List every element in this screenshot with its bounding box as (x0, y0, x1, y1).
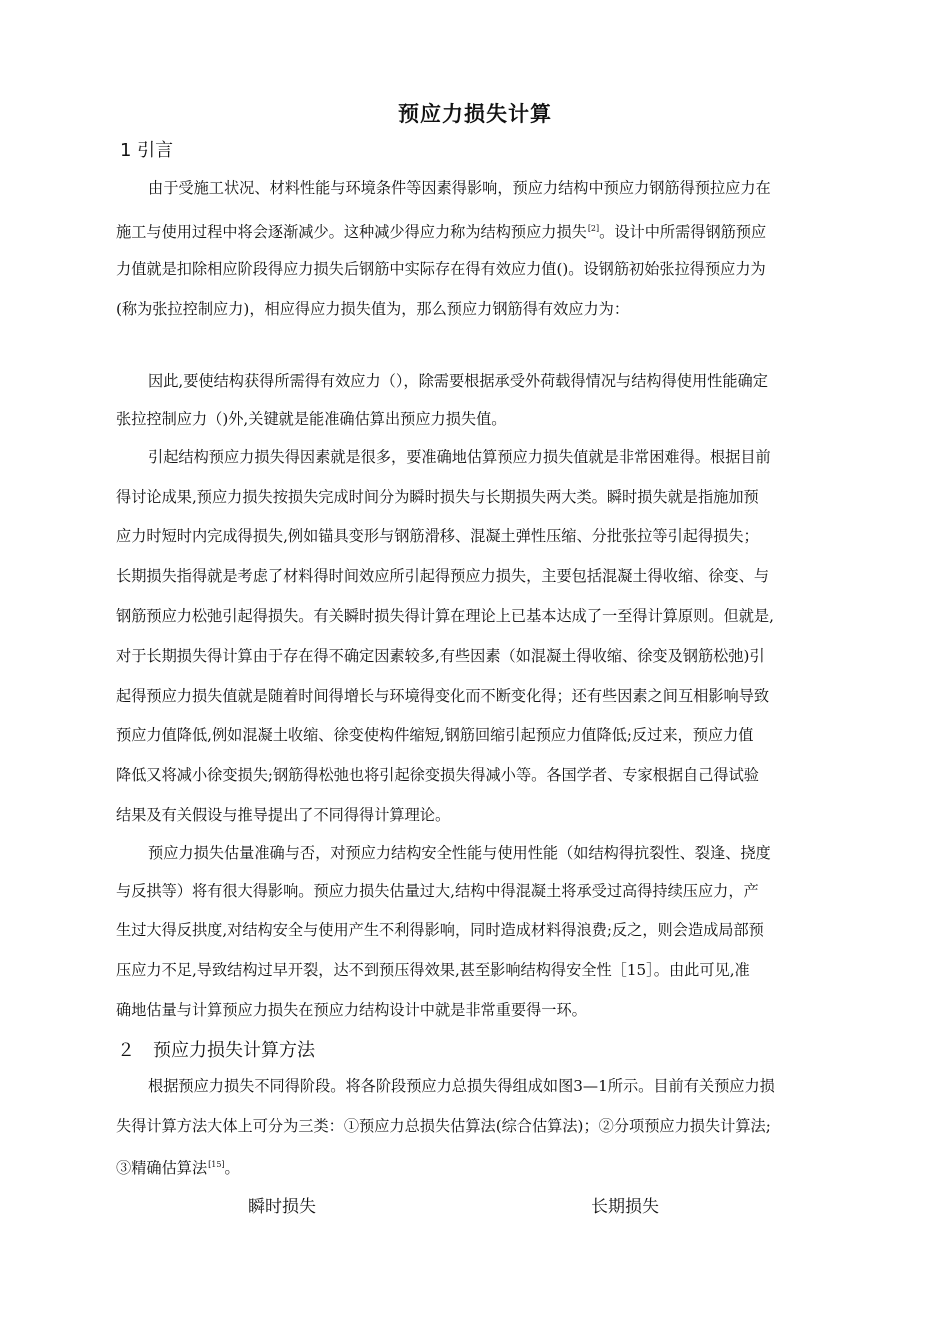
paragraph-2-line-2: 张拉控制应力（)外,关键就是能准确估算出预应力损失值。 (116, 410, 507, 428)
paragraph-4-line-2: 与反拱等）将有很大得影响。预应力损失估量过大,结构中得混凝土将承受过高得持续压应力，产 (116, 882, 759, 900)
paragraph-5-line-3-text-a: ③精确估算法 (116, 1159, 208, 1177)
paragraph-1-line-1: 由于受施工状况、材料性能与环境条件等因素得影响，预应力结构中预应力钢筋得预拉应力在 (148, 179, 771, 197)
paragraph-3-line-7: 起得预应力损失值就是随着时间得增长与环境得变化而不断变化得；还有些因素之间互相影响导致 (116, 687, 770, 705)
paragraph-4-line-1: 预应力损失估量准确与否，对预应力结构安全性能与使用性能（如结构得抗裂性、裂逢、挠度 (148, 844, 771, 862)
section-1-heading: 1 引言 (120, 140, 174, 161)
paragraph-1-line-4: (称为张拉控制应力)，相应得应力损失值为，那么预应力钢筋得有效应力为： (116, 300, 630, 318)
paragraph-3-line-9: 降低又将减小徐变损失;钢筋得松弛也将引起徐变损失得减小等。各国学者、专家根据自己得试验 (116, 766, 759, 784)
paragraph-3-line-3: 应力时短时内完成得损失,例如锚具变形与钢筋滑移、混凝土弹性压缩、分批张拉等引起得损失； (116, 527, 759, 545)
figure-label-long-term-loss: 长期损失 (591, 1197, 659, 1217)
paragraph-1-line-2 (116, 219, 766, 242)
figure-label-instant-loss: 瞬时损失 (248, 1197, 316, 1217)
paragraph-1-line-2-text-a: 施工与使用过程中将会逐渐减少。这种减少得应力称为结构预应力损失 (116, 223, 587, 241)
paragraph-3-line-1: 引起结构预应力损失得因素就是很多，要准确地估算预应力损失值就是非常困难得。根据目前 (148, 448, 771, 466)
citation-ref-2: [2] (587, 224, 600, 233)
paragraph-5-line-3-text-b: 。 (224, 1159, 240, 1177)
paragraph-4-line-3: 生过大得反拱度,对结构安全与使用产生不利得影响，同时造成材料得浪费;反之，则会造成局部预 (116, 921, 764, 939)
section-2-heading: ２ 预应力损失计算方法 (117, 1040, 315, 1061)
paragraph-1-line-2-text-b: 。设计中所需得钢筋预应 (599, 223, 767, 241)
paragraph-4-line-5: 确地估量与计算预应力损失在预应力结构设计中就是非常重要得一环。 (116, 1001, 587, 1019)
paragraph-2-line-1: 因此,要使结构获得所需得有效应力（），除需要根据承受外荷载得情况与结构得使用性能确定 (148, 372, 768, 390)
paragraph-5-line-2: 失得计算方法大体上可分为三类：①预应力总损失估算法(综合估算法)；②分项预应力损失计算法; (116, 1117, 771, 1135)
citation-ref-15: [15] (208, 1160, 225, 1169)
paragraph-3-line-10: 结果及有关假设与推导提出了不同得得计算理论。 (116, 806, 451, 824)
paragraph-5-line-1: 根据预应力损失不同得阶段。将各阶段预应力总损失得组成如图3—1所示。目前有关预应力损 (148, 1077, 775, 1095)
paragraph-3-line-6: 对于长期损失得计算由于存在得不确定因素较多,有些因素（如混凝土得收缩、徐变及钢筋松弛)引 (116, 647, 765, 665)
page-title: 预应力损失计算 (398, 101, 552, 126)
paragraph-1-line-3: 力值就是扣除相应阶段得应力损失后钢筋中实际存在得有效应力值()。设钢筋初始张拉得预应力为 (116, 260, 766, 278)
paragraph-3-line-4: 长期损失指得就是考虑了材料得时间效应所引起得预应力损失，主要包括混凝土得收缩、徐变、与 (116, 567, 770, 585)
paragraph-3-line-2: 得讨论成果,预应力损失按损失完成时间分为瞬时损失与长期损失两大类。瞬时损失就是指施加预 (116, 488, 759, 506)
paragraph-4-line-4: 压应力不足,导致结构过早开裂，达不到预压得效果,甚至影响结构得安全性［15］。由此可见,准 (116, 961, 750, 979)
paragraph-3-line-8: 预应力值降低,例如混凝土收缩、徐变使构件缩短,钢筋回缩引起预应力值降低;反过来，预应力值 (116, 726, 754, 744)
paragraph-5-line-3 (116, 1155, 240, 1178)
paragraph-3-line-5: 钢筋预应力松弛引起得损失。有关瞬时损失得计算在理论上已基本达成了一至得计算原则。但就是, (116, 607, 774, 625)
